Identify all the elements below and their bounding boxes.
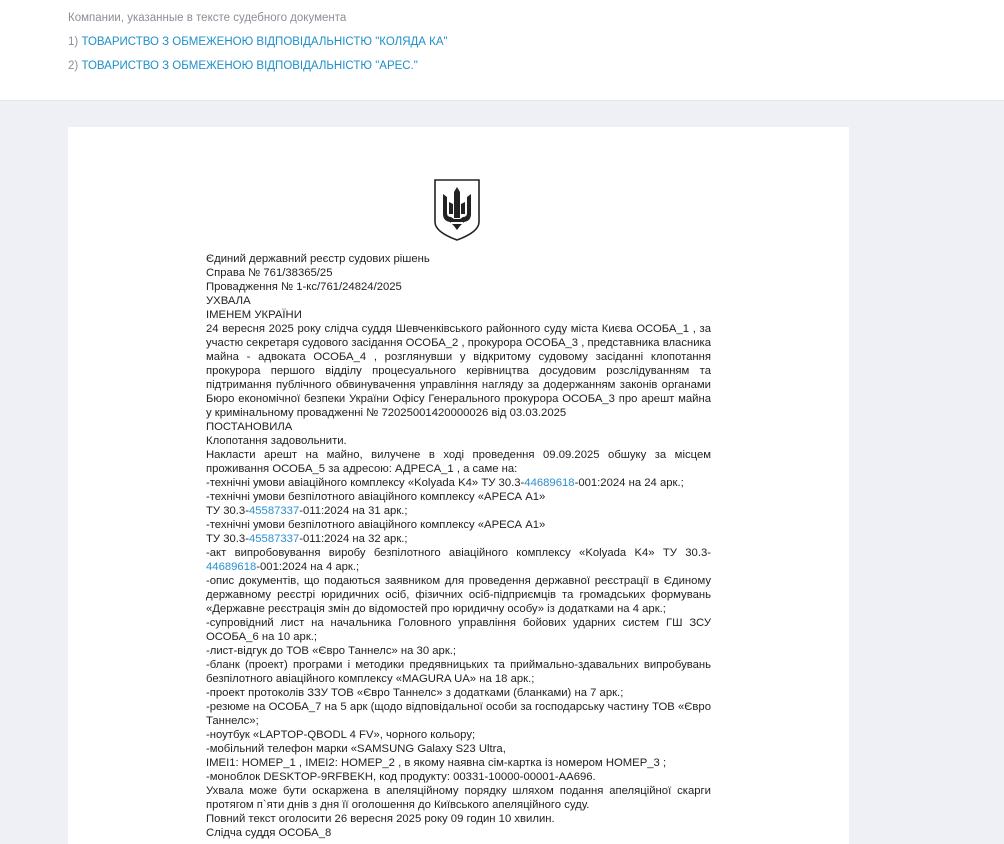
item-text: -011:2024 на 32 арк.; (299, 533, 408, 545)
arrest-paragraph: Накласти арешт на майно, вилучене в ході проведення 09.09.2025 обшуку за місцем проживання ОСОБА_5 за адресою: АДРЕСА_1 , а саме на: (206, 449, 711, 475)
item-text: -001:2024 на 24 арк.; (574, 477, 684, 489)
seized-item: -мобільний телефон марки «SAMSUNG Galaxy S23 Ultra, (206, 743, 506, 755)
seized-item: -моноблок DESKTOP-9RFBEKH, код продукту: 00331-10000-00001-AA696. (206, 771, 596, 783)
seized-item: IMEI1: НОМЕР_1 , IMEI2: НОМЕР_2 , в якому наявна сім-картка із номером НОМЕР_3 ; (206, 757, 667, 769)
edrpou-link[interactable]: 44689618 (524, 477, 575, 489)
document-type: УХВАЛА (206, 295, 251, 307)
item-text: -технічні умови авіаційного комплексу «Kolyada K4» ТУ 30.3- (206, 477, 525, 489)
seized-item: -резюме на ОСОБА_7 на 5 арк (щодо відповідальної особи за господарську частину ТОВ «Євро Таннелс»; (206, 701, 711, 727)
item-text: -011:2024 на 31 арк.; (299, 505, 408, 517)
in-name-of-ukraine: ІМЕНЕМ УКРАЇНИ (206, 309, 302, 321)
intro-paragraph: 24 вересня 2025 року слідча суддя Шевченківського районного суду міста Києва ОСОБА_1 , за участю секретаря судового засідання ОСОБА_2 , прокурора ОСОБА_3 , представника власника майна - адвоката ОСОБА_4 , розглянувши у відкритому судовому засіданні клопотання прокурора першого відділу процесуального керівництва досудовим розслідуванням та підтримання публічного обвинувачення управління нагляду за додержанням законів органами Бюро економічної безпеки України Офісу Генерального прокурора ОСОБА_3 про арешт майна у кримінальному провадженні № 72025001420000026 від 03.03.2025 (206, 323, 711, 419)
seized-item: -технічні умови безпілотного авіаційного комплексу «АРЕСА А1» (206, 491, 546, 503)
seized-item: -лист-відгук до ТОВ «Євро Таннелс» на 30 арк.; (206, 645, 457, 657)
full-text-announcement: Повний текст оголосити 26 вересня 2025 року 09 годин 10 хвилин. (206, 813, 555, 825)
seized-item: -технічні умови безпілотного авіаційного комплексу «АРЕСА А1» (206, 519, 546, 531)
company-item (68, 35, 1004, 49)
edrpou-link[interactable]: 45587337 (248, 533, 300, 545)
seized-item: -опис документів, що подаються заявником для проведення державної реєстрації в Єдиному державному реєстрі юридичних осіб, фізичних осіб-підприємців та громадських формувань «Державне реєстрація змін до відомостей про юридичну особу» із додатками на 4 арк.; (206, 575, 711, 615)
coat-of-arms-icon (433, 178, 481, 242)
case-number: Справа № 761/38365/25 (206, 267, 333, 279)
granted-line: Клопотання задовольнити. (206, 435, 347, 447)
registry-title: Єдиний державний реєстр судових рішень (206, 253, 430, 265)
company-item (68, 59, 1004, 73)
companies-panel (0, 0, 1004, 101)
company-link[interactable]: ТОВАРИСТВО З ОБМЕЖЕНОЮ ВІДПОВІДАЛЬНІСТЮ "КОЛЯДА КА" (81, 36, 448, 48)
companies-title: Компании, указанные в тексте судебного документа (68, 12, 347, 24)
document-text (206, 252, 711, 840)
company-link[interactable]: ТОВАРИСТВО З ОБМЕЖЕНОЮ ВІДПОВІДАЛЬНІСТЮ "АРЕС." (81, 60, 418, 72)
edrpou-link[interactable]: 44689618 (206, 561, 257, 573)
seized-item: -ноутбук «LAPTOP-QBODL 4 FV», чорного кольору; (206, 729, 476, 741)
seized-item (206, 532, 711, 546)
edrpou-link[interactable]: 45587337 (248, 505, 300, 517)
judge-signature: Слідча суддя ОСОБА_8 (206, 827, 332, 839)
document-page (68, 127, 849, 844)
seized-item: -супровідний лист на начальника Головного управління бойових ударних систем ГШ ЗСУ ОСОБА_6 на 10 арк.; (206, 617, 711, 643)
seized-item: -бланк (проект) програми і методики предявницьких та приймально-здавальних випробувань безпілотного авіаційного комплексу «MAGURA UA» на 18 арк.; (206, 659, 711, 685)
company-number: 2) (68, 60, 79, 72)
seized-item (206, 546, 711, 574)
item-text: ТУ 30.3- (206, 505, 249, 517)
item-text: -акт випробовування виробу безпілотного авіаційного комплексу «Kolyada K4» ТУ 30.3- (206, 547, 711, 559)
resolved-heading: ПОСТАНОВИЛА (206, 421, 293, 433)
seized-item: -проект протоколів ЗЗУ ТОВ «Євро Таннелс» з додатками (бланками) на 7 арк.; (206, 687, 624, 699)
item-text: ТУ 30.3- (206, 533, 249, 545)
company-number: 1) (68, 36, 79, 48)
seized-item (206, 504, 711, 518)
appeal-paragraph: Ухвала може бути оскаржена в апеляційному порядку шляхом подання апеляційної скарги протягом п`яти днів з дня її оголошення до Київського апеляційного суду. (206, 785, 711, 811)
item-text: -001:2024 на 4 арк.; (256, 561, 360, 573)
proceeding-number: Провадження № 1-кс/761/24824/2025 (206, 281, 402, 293)
seized-item (206, 476, 711, 490)
